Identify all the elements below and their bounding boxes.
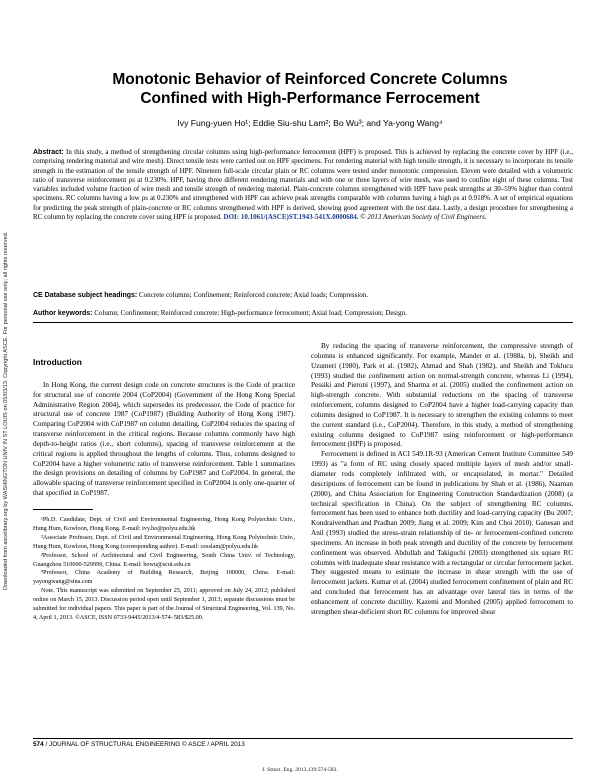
page-number: 574	[33, 741, 44, 748]
footer-divider	[33, 738, 573, 739]
manuscript-note: Note. This manuscript was submitted on September 25, 2011; approved on July 24, 2012; published online on March 15, 2013. Discussion period open until September 1, 2013; separate discussions must be submitted for individual papers. This paper is part of the Journal of Structural Engineering, Vol. 139, No. 4, April 1, 2013. ©ASCE, ISSN 0733-9445/2013/4-574–583/$25.00.	[33, 587, 295, 621]
ce-database-label: CE Database subject headings:	[33, 292, 138, 299]
author-keywords	[33, 309, 573, 318]
paper-title	[40, 70, 580, 108]
author-list: Ivy Fung-yuen Ho¹; Eddie Siu-shu Lam²; Bo Wu³; and Ya-yong Wang⁴	[177, 118, 443, 128]
download-notice: Downloaded from ascelibrary.org by WASHINGTON UNIV IN ST LOUIS on 05/03/13. Copyright ASCE. For personal use only; all rights reserved.	[3, 231, 9, 590]
abstract-text: In this study, a method of strengthening circular columns using high-performance ferrocement (HPF) is proposed. This is achieved by replacing the concrete cover by HPF (i.e., comprising rendering material and wire mesh). Direct tensile tests were carried out on HPF specimens. For rendering material with high tensile strength, it is necessary to incorporate its tensile strength in the estimation of the tensile strength of HPF. Nineteen full-scale circular plain or RC columns were tested under monotonic compression. Eleven were detailed with a volumetric ratio of transverse reinforcement ρs at 0.230%. HPF, having three different rendering materials and with one or three layers of wire mesh, was used to confine eight of these columns. Test variables included volume fraction of wire mesh and tensile strength of rendering material. Plain-concrete columns strengthened with HPF have peak strengths at 30–59% higher than control specimens. RC columns having a low ρs at 0.230% and strengthened with HPF can achieve peak strengths comparable with columns having a high ρs at 0.918%. A set of empirical equations for predicting the peak strength of plain-concrete or RC columns strengthened with HPF is derived, showing good agreement with the test data. Lastly, a design procedure for strengthening a RC column by replacing the concrete cover using HPF is proposed.	[33, 148, 574, 222]
keywords-text: Column; Confinement; Reinforced concrete; High-performance ferrocement; Axial load; Compression; Design.	[94, 309, 407, 317]
footnote-1: ¹Ph.D. Candidate, Dept. of Civil and Environmental Engineering, Hong Kong Polytechnic Univ., Hung Hum, Kowloon, Hong Kong. E-mail: ivy.ho@polyu.edu.hk	[33, 515, 295, 532]
introduction-heading: Introduction	[33, 357, 82, 367]
page-footer	[33, 741, 245, 748]
right-column	[311, 342, 573, 618]
footnote-2: ²Associate Professor, Dept. of Civil and Environmental Engineering, Hong Kong Polytechnic Univ., Hung Hum, Kowloon, Hong Kong (corresponding author). E-mail: cesslam@polyu.edu.hk	[33, 533, 295, 550]
abstract	[33, 148, 573, 222]
left-column	[33, 342, 295, 623]
keywords-label: Author keywords:	[33, 310, 93, 317]
section-divider	[33, 322, 573, 323]
footnote-3: ³Professor, School of Architectural and Civil Engineering, South China Univ. of Technology, Guangzhou 510000-529999, China. E-mail: bowu@scut.edu.cn	[33, 551, 295, 568]
body-paragraph-1: By reducing the spacing of transverse reinforcement, the compressive strength of columns is enhanced significantly. For example, Mander et al. (1988a, b), Sheikh and Uzumeri (1980), Park et al. (1982), Ahmad and Shah (1982), and Sheikh and Toklucu (1993) studied the confinement action on normal-strength concrete, whereas Li (1994), Pessiki and Pieroni (1997), and Sharma et al. (2005) studied the confinement action on high-strength concrete. With substantial reductions on the spacing of transverse reinforcement, columns designed to CoP2004 have a higher load-carrying capacity than columns designed to CoP1987. It is necessary to strengthen the existing columns to meet the current standard (i.e., CoP2004). Therefore, in this study, a method of strengthening existing columns designed to CoP1987 using reinforcement or high-performance ferrocement (HPF) is proposed.	[311, 342, 573, 449]
footnotes	[33, 516, 295, 623]
title-line-2: Confined with High-Performance Ferrocement	[140, 90, 480, 107]
abstract-label: Abstract:	[33, 149, 64, 156]
copyright-notice: © 2013 American Society of Civil Engineers.	[360, 213, 487, 222]
footnote-4: ⁴Professor, China Academy of Building Research, Beijing 100000, China. E-mail: yayongwang@sina.com	[33, 569, 295, 586]
title-line-1: Monotonic Behavior of Reinforced Concrete Columns	[112, 71, 508, 88]
footnote-divider	[33, 509, 93, 510]
intro-paragraph: In Hong Kong, the current design code on concrete structures is the Code of practice for structural use of concrete 2004 (CoP2004) (Government of the Hong Kong Special Administrative Region 2004), which supersedes its predecessor, the Code of practice for structural use of concrete 1987 (CoP1987) (Building Authority of Hong Kong 1987). Comparing CoP2004 with CoP1987 on column detailing, CoP2004 reduces the spacing of transverse reinforcement in the critical regions. Because columns commonly have high depth-to-height ratios (i.e., short columns), spacing of transverse reinforcement at the critical regions is applied throughout the lengths of columns. Thus, columns designed to CoP2004 have a higher volumetric ratio of transverse reinforcement. Table 1 summarizes the design provisions on detailing of columns by CoP1987 and CoP2004. In general, the allowable spacing of transverse reinforcement specified in CoP2004 is only one-quarter of that specified in CoP1987.	[33, 380, 295, 498]
journal-line: / JOURNAL OF STRUCTURAL ENGINEERING © ASCE / APRIL 2013	[45, 741, 245, 748]
citation-line: J. Struct. Eng. 2013.139:574-583.	[262, 767, 338, 773]
doi-link[interactable]: DOI: 10.1061/(ASCE)ST.1943-541X.0000684.	[223, 213, 359, 222]
ce-database-text: Concrete columns; Confinement; Reinforced concrete; Axial loads; Compression.	[139, 291, 369, 299]
body-paragraph-2: Ferrocement is defined in ACI 549.1R-93 (American Cement Institute Committee 549 1993) as "a form of RC using closely spaced multiple layers of mesh and/or small-diameter rods completely infiltrated with, or encapsulated, in mortar." Detailed descriptions of ferrocement can be found in publications by Shah et al. (1986), Naaman (2000), and China Association for Engineering Construction Standardization (2008) (a technical specification in China). On the subject of strengthening RC columns, ferrocement has been used to enhance both ductility and load-carrying capacity (Bu 2007; Kondraivendhan and Pradhan 2009; Jiang et al. 2009; Kim and Choi 2010). Ganesan and Anil (1993) studied the stress-strain relationship of tie- or ferrocement-confined concrete specimens. An increase in both peak strength and ductility of the concrete by ferrocement confinement was observed. Abdullah and Takiguchi (2003) strengthened six square RC columns with inadequate shear resistance with a rectangular or circular ferrocement jacket. They suggested means to estimate the increase in shear strength with the use of ferrocement jackets. Kumar et al. (2004) studied ferrocement confinement of plain and RC and concluded that ferrocement has an advantage over lateral ties in terms of the enhancement of concrete ductility. Kazemi and Morshed (2005) applied ferrocement to strengthen shear-deficient short RC columns for improved shear	[311, 450, 573, 616]
ce-database-headings	[33, 291, 573, 300]
